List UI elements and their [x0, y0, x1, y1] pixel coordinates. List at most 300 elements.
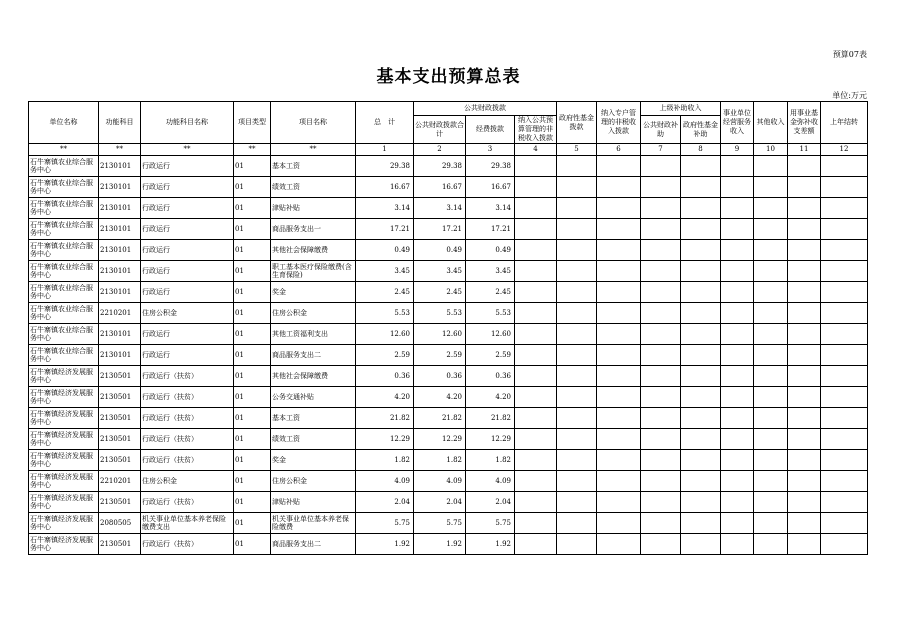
unit-name-cell: 石牛寨镇经济发展服务中心: [29, 450, 99, 471]
empty-cell: [754, 324, 788, 345]
table-body: [29, 156, 868, 555]
empty-cell: [641, 450, 681, 471]
empty-cell: [821, 177, 868, 198]
empty-cell: [597, 387, 641, 408]
func-name-cell: 住房公积金: [141, 471, 234, 492]
empty-cell: [515, 534, 557, 555]
unit-name-cell: 石牛寨镇经济发展服务中心: [29, 534, 99, 555]
index-cell: **: [29, 144, 99, 156]
index-cell: 4: [515, 144, 557, 156]
col-reserve: 用事业基金弥补收支差额: [788, 102, 821, 144]
empty-cell: [721, 450, 754, 471]
total-cell: 2.59: [356, 345, 414, 366]
item-type-cell: 01: [234, 366, 271, 387]
empty-cell: [821, 282, 868, 303]
empty-cell: [721, 366, 754, 387]
total-cell: 4.09: [356, 471, 414, 492]
func-code-cell: 2130501: [99, 366, 141, 387]
empty-cell: [641, 261, 681, 282]
func-name-cell: 行政运行（扶贫）: [141, 534, 234, 555]
public-fiscal-total-cell: 29.38: [414, 156, 466, 177]
empty-cell: [515, 240, 557, 261]
empty-cell: [597, 240, 641, 261]
empty-cell: [681, 177, 721, 198]
funding-cell: 5.75: [466, 513, 515, 534]
empty-cell: [681, 366, 721, 387]
funding-cell: 3.14: [466, 198, 515, 219]
funding-cell: 29.38: [466, 156, 515, 177]
empty-cell: [721, 261, 754, 282]
empty-cell: [597, 366, 641, 387]
func-code-cell: 2130101: [99, 219, 141, 240]
public-fiscal-total-cell: 4.09: [414, 471, 466, 492]
empty-cell: [821, 408, 868, 429]
empty-cell: [641, 513, 681, 534]
empty-cell: [597, 534, 641, 555]
empty-cell: [721, 240, 754, 261]
empty-cell: [681, 282, 721, 303]
public-fiscal-total-cell: 4.20: [414, 387, 466, 408]
total-cell: 2.45: [356, 282, 414, 303]
func-name-cell: 行政运行（扶贫）: [141, 492, 234, 513]
col-func-code: 功能科目: [99, 102, 141, 144]
total-cell: 12.60: [356, 324, 414, 345]
funding-cell: 16.67: [466, 177, 515, 198]
empty-cell: [515, 429, 557, 450]
empty-cell: [721, 198, 754, 219]
empty-cell: [721, 303, 754, 324]
empty-cell: [821, 198, 868, 219]
unit-name-cell: 石牛寨镇经济发展服务中心: [29, 366, 99, 387]
empty-cell: [515, 219, 557, 240]
total-cell: 17.21: [356, 219, 414, 240]
funding-cell: 5.53: [466, 303, 515, 324]
empty-cell: [641, 471, 681, 492]
empty-cell: [681, 324, 721, 345]
index-cell: 2: [414, 144, 466, 156]
empty-cell: [597, 156, 641, 177]
func-name-cell: 行政运行: [141, 282, 234, 303]
empty-cell: [641, 219, 681, 240]
empty-cell: [721, 534, 754, 555]
funding-cell: 21.82: [466, 408, 515, 429]
empty-cell: [721, 282, 754, 303]
total-cell: 1.82: [356, 450, 414, 471]
empty-cell: [557, 513, 597, 534]
empty-cell: [754, 198, 788, 219]
unit-name-cell: 石牛寨镇经济发展服务中心: [29, 513, 99, 534]
func-name-cell: 住房公积金: [141, 303, 234, 324]
empty-cell: [754, 156, 788, 177]
item-name-cell: 职工基本医疗保险缴费(含生育保险): [271, 261, 356, 282]
item-type-cell: 01: [234, 408, 271, 429]
item-name-cell: 津贴补贴: [271, 492, 356, 513]
item-type-cell: 01: [234, 471, 271, 492]
empty-cell: [821, 534, 868, 555]
unit-name-cell: 石牛寨镇经济发展服务中心: [29, 492, 99, 513]
empty-cell: [721, 219, 754, 240]
table-row: [29, 387, 868, 408]
empty-cell: [788, 408, 821, 429]
empty-cell: [821, 156, 868, 177]
item-type-cell: 01: [234, 387, 271, 408]
empty-cell: [641, 534, 681, 555]
public-fiscal-total-cell: 12.29: [414, 429, 466, 450]
empty-cell: [557, 408, 597, 429]
empty-cell: [641, 240, 681, 261]
item-type-cell: 01: [234, 492, 271, 513]
empty-cell: [681, 156, 721, 177]
unit-name-cell: 石牛寨镇农业综合服务中心: [29, 177, 99, 198]
empty-cell: [721, 345, 754, 366]
empty-cell: [754, 429, 788, 450]
table-header: [29, 102, 868, 156]
func-name-cell: 行政运行: [141, 156, 234, 177]
empty-cell: [597, 513, 641, 534]
total-cell: 29.38: [356, 156, 414, 177]
item-name-cell: 奖金: [271, 450, 356, 471]
table-row: [29, 513, 868, 534]
total-cell: 0.49: [356, 240, 414, 261]
total-cell: 5.53: [356, 303, 414, 324]
func-name-cell: 行政运行（扶贫）: [141, 408, 234, 429]
index-cell: 1: [356, 144, 414, 156]
empty-cell: [788, 366, 821, 387]
table-row: [29, 345, 868, 366]
empty-cell: [681, 429, 721, 450]
col-func-name: 功能科目名称: [141, 102, 234, 144]
empty-cell: [597, 177, 641, 198]
index-cell: 9: [721, 144, 754, 156]
empty-cell: [515, 156, 557, 177]
empty-cell: [681, 387, 721, 408]
col-other-income: 其他收入: [754, 102, 788, 144]
item-type-cell: 01: [234, 429, 271, 450]
public-fiscal-total-cell: 3.14: [414, 198, 466, 219]
empty-cell: [597, 282, 641, 303]
funding-cell: 4.09: [466, 471, 515, 492]
empty-cell: [641, 387, 681, 408]
funding-cell: 3.45: [466, 261, 515, 282]
empty-cell: [515, 450, 557, 471]
total-cell: 12.29: [356, 429, 414, 450]
empty-cell: [557, 366, 597, 387]
public-fiscal-total-cell: 17.21: [414, 219, 466, 240]
func-name-cell: 行政运行: [141, 198, 234, 219]
empty-cell: [754, 450, 788, 471]
empty-cell: [515, 324, 557, 345]
item-name-cell: 绩效工资: [271, 177, 356, 198]
empty-cell: [721, 429, 754, 450]
func-name-cell: 行政运行: [141, 261, 234, 282]
empty-cell: [788, 429, 821, 450]
total-cell: 4.20: [356, 387, 414, 408]
empty-cell: [821, 366, 868, 387]
empty-cell: [557, 492, 597, 513]
item-type-cell: 01: [234, 303, 271, 324]
table-row: [29, 219, 868, 240]
empty-cell: [515, 177, 557, 198]
func-code-cell: 2210201: [99, 303, 141, 324]
item-name-cell: 机关事业单位基本养老保险缴费: [271, 513, 356, 534]
empty-cell: [557, 219, 597, 240]
empty-cell: [821, 261, 868, 282]
empty-cell: [597, 219, 641, 240]
empty-cell: [681, 345, 721, 366]
empty-cell: [597, 261, 641, 282]
item-name-cell: 商品服务支出二: [271, 534, 356, 555]
empty-cell: [788, 345, 821, 366]
col-public-fiscal-total: 公共财政拨款合计: [414, 116, 466, 144]
total-cell: 21.82: [356, 408, 414, 429]
empty-cell: [754, 261, 788, 282]
col-item-type: 项目类型: [234, 102, 271, 144]
empty-cell: [754, 492, 788, 513]
public-fiscal-total-cell: 2.59: [414, 345, 466, 366]
empty-cell: [641, 429, 681, 450]
item-type-cell: 01: [234, 450, 271, 471]
empty-cell: [597, 450, 641, 471]
table-row: [29, 366, 868, 387]
func-code-cell: 2210201: [99, 471, 141, 492]
empty-cell: [721, 156, 754, 177]
func-name-cell: 行政运行: [141, 177, 234, 198]
col-carryover: 上年结转: [821, 102, 868, 144]
empty-cell: [788, 198, 821, 219]
col-public-subsidy: 公共财政补助: [641, 116, 681, 144]
empty-cell: [557, 198, 597, 219]
funding-cell: 2.45: [466, 282, 515, 303]
unit-name-cell: 石牛寨镇农业综合服务中心: [29, 345, 99, 366]
empty-cell: [597, 471, 641, 492]
empty-cell: [515, 345, 557, 366]
item-type-cell: 01: [234, 240, 271, 261]
empty-cell: [641, 177, 681, 198]
empty-cell: [557, 156, 597, 177]
empty-cell: [721, 408, 754, 429]
func-code-cell: 2130101: [99, 261, 141, 282]
public-fiscal-total-cell: 16.67: [414, 177, 466, 198]
func-name-cell: 行政运行: [141, 324, 234, 345]
item-name-cell: 津贴补贴: [271, 198, 356, 219]
unit-name-cell: 石牛寨镇农业综合服务中心: [29, 282, 99, 303]
func-code-cell: 2130501: [99, 534, 141, 555]
empty-cell: [681, 513, 721, 534]
index-cell: 3: [466, 144, 515, 156]
func-name-cell: 行政运行（扶贫）: [141, 366, 234, 387]
empty-cell: [754, 471, 788, 492]
index-cell: 6: [597, 144, 641, 156]
empty-cell: [754, 513, 788, 534]
table-row: [29, 177, 868, 198]
func-code-cell: 2130501: [99, 450, 141, 471]
empty-cell: [681, 408, 721, 429]
total-cell: 0.36: [356, 366, 414, 387]
func-code-cell: 2130101: [99, 177, 141, 198]
col-upper-subsidy: 上级补助收入: [641, 102, 721, 116]
empty-cell: [681, 492, 721, 513]
empty-cell: [681, 261, 721, 282]
empty-cell: [754, 177, 788, 198]
empty-cell: [788, 471, 821, 492]
empty-cell: [821, 324, 868, 345]
empty-cell: [788, 450, 821, 471]
table-row: [29, 303, 868, 324]
func-name-cell: 行政运行（扶贫）: [141, 429, 234, 450]
col-public-fiscal: 公共财政拨款: [414, 102, 557, 116]
empty-cell: [788, 513, 821, 534]
empty-cell: [788, 177, 821, 198]
funding-cell: 4.20: [466, 387, 515, 408]
empty-cell: [721, 387, 754, 408]
empty-cell: [821, 387, 868, 408]
func-code-cell: 2130501: [99, 408, 141, 429]
total-cell: 16.67: [356, 177, 414, 198]
empty-cell: [641, 303, 681, 324]
item-name-cell: 其他社会保障缴费: [271, 240, 356, 261]
func-name-cell: 行政运行: [141, 219, 234, 240]
empty-cell: [681, 198, 721, 219]
empty-cell: [721, 177, 754, 198]
empty-cell: [515, 303, 557, 324]
func-code-cell: 2130101: [99, 240, 141, 261]
unit-name-cell: 石牛寨镇农业综合服务中心: [29, 303, 99, 324]
unit-name-cell: 石牛寨镇农业综合服务中心: [29, 240, 99, 261]
item-type-cell: 01: [234, 177, 271, 198]
unit-name-cell: 石牛寨镇农业综合服务中心: [29, 261, 99, 282]
index-cell: 10: [754, 144, 788, 156]
empty-cell: [557, 282, 597, 303]
item-type-cell: 01: [234, 198, 271, 219]
table-number: 预算07表: [832, 50, 867, 59]
item-name-cell: 其他社会保障缴费: [271, 366, 356, 387]
budget-table: [28, 101, 868, 555]
empty-cell: [641, 345, 681, 366]
col-funding: 经费拨款: [466, 116, 515, 144]
total-cell: 3.45: [356, 261, 414, 282]
empty-cell: [681, 534, 721, 555]
func-code-cell: 2130501: [99, 429, 141, 450]
empty-cell: [557, 177, 597, 198]
empty-cell: [515, 492, 557, 513]
item-name-cell: 奖金: [271, 282, 356, 303]
empty-cell: [515, 366, 557, 387]
empty-cell: [557, 324, 597, 345]
func-name-cell: 行政运行（扶贫）: [141, 450, 234, 471]
func-code-cell: 2130501: [99, 387, 141, 408]
empty-cell: [821, 240, 868, 261]
empty-cell: [557, 240, 597, 261]
unit-name-cell: 石牛寨镇农业综合服务中心: [29, 198, 99, 219]
funding-cell: 0.36: [466, 366, 515, 387]
empty-cell: [597, 324, 641, 345]
func-name-cell: 行政运行: [141, 345, 234, 366]
empty-cell: [515, 471, 557, 492]
funding-cell: 2.59: [466, 345, 515, 366]
index-cell: 5: [557, 144, 597, 156]
empty-cell: [641, 198, 681, 219]
func-name-cell: 行政运行: [141, 240, 234, 261]
unit-name-cell: 石牛寨镇经济发展服务中心: [29, 471, 99, 492]
empty-cell: [597, 429, 641, 450]
page-title: 基本支出预算总表: [376, 67, 521, 87]
funding-cell: 17.21: [466, 219, 515, 240]
empty-cell: [754, 387, 788, 408]
empty-cell: [821, 471, 868, 492]
empty-cell: [557, 387, 597, 408]
table-row: [29, 198, 868, 219]
empty-cell: [788, 240, 821, 261]
empty-cell: [597, 303, 641, 324]
empty-cell: [597, 345, 641, 366]
table-row: [29, 534, 868, 555]
funding-cell: 12.29: [466, 429, 515, 450]
table-row: [29, 261, 868, 282]
funding-cell: 1.82: [466, 450, 515, 471]
unit-name-cell: 石牛寨镇经济发展服务中心: [29, 408, 99, 429]
empty-cell: [641, 156, 681, 177]
total-cell: 2.04: [356, 492, 414, 513]
item-name-cell: 商品服务支出一: [271, 219, 356, 240]
empty-cell: [641, 324, 681, 345]
item-name-cell: 绩效工资: [271, 429, 356, 450]
col-business-income: 事业单位经营服务收入: [721, 102, 754, 144]
item-name-cell: 公务交通补贴: [271, 387, 356, 408]
empty-cell: [821, 429, 868, 450]
func-name-cell: 行政运行（扶贫）: [141, 387, 234, 408]
item-name-cell: 住房公积金: [271, 471, 356, 492]
empty-cell: [515, 261, 557, 282]
funding-cell: 0.49: [466, 240, 515, 261]
empty-cell: [641, 408, 681, 429]
item-type-cell: 01: [234, 219, 271, 240]
empty-cell: [681, 471, 721, 492]
item-name-cell: 住房公积金: [271, 303, 356, 324]
table-row: [29, 450, 868, 471]
empty-cell: [597, 198, 641, 219]
empty-cell: [557, 534, 597, 555]
empty-cell: [557, 345, 597, 366]
item-type-cell: 01: [234, 345, 271, 366]
empty-cell: [721, 513, 754, 534]
func-code-cell: 2130101: [99, 324, 141, 345]
index-row: [29, 144, 868, 156]
empty-cell: [515, 513, 557, 534]
empty-cell: [821, 345, 868, 366]
public-fiscal-total-cell: 1.92: [414, 534, 466, 555]
public-fiscal-total-cell: 5.75: [414, 513, 466, 534]
index-cell: **: [271, 144, 356, 156]
empty-cell: [821, 513, 868, 534]
empty-cell: [754, 282, 788, 303]
empty-cell: [754, 408, 788, 429]
empty-cell: [681, 240, 721, 261]
table-row: [29, 282, 868, 303]
empty-cell: [788, 156, 821, 177]
item-name-cell: 商品服务支出二: [271, 345, 356, 366]
func-code-cell: 2080505: [99, 513, 141, 534]
col-special-non-tax: 纳入专户管理的非税收入拨款: [597, 102, 641, 144]
empty-cell: [788, 282, 821, 303]
empty-cell: [754, 345, 788, 366]
total-cell: 1.92: [356, 534, 414, 555]
empty-cell: [721, 492, 754, 513]
public-fiscal-total-cell: 21.82: [414, 408, 466, 429]
empty-cell: [788, 303, 821, 324]
empty-cell: [754, 240, 788, 261]
empty-cell: [515, 198, 557, 219]
unit-name-cell: 石牛寨镇经济发展服务中心: [29, 387, 99, 408]
